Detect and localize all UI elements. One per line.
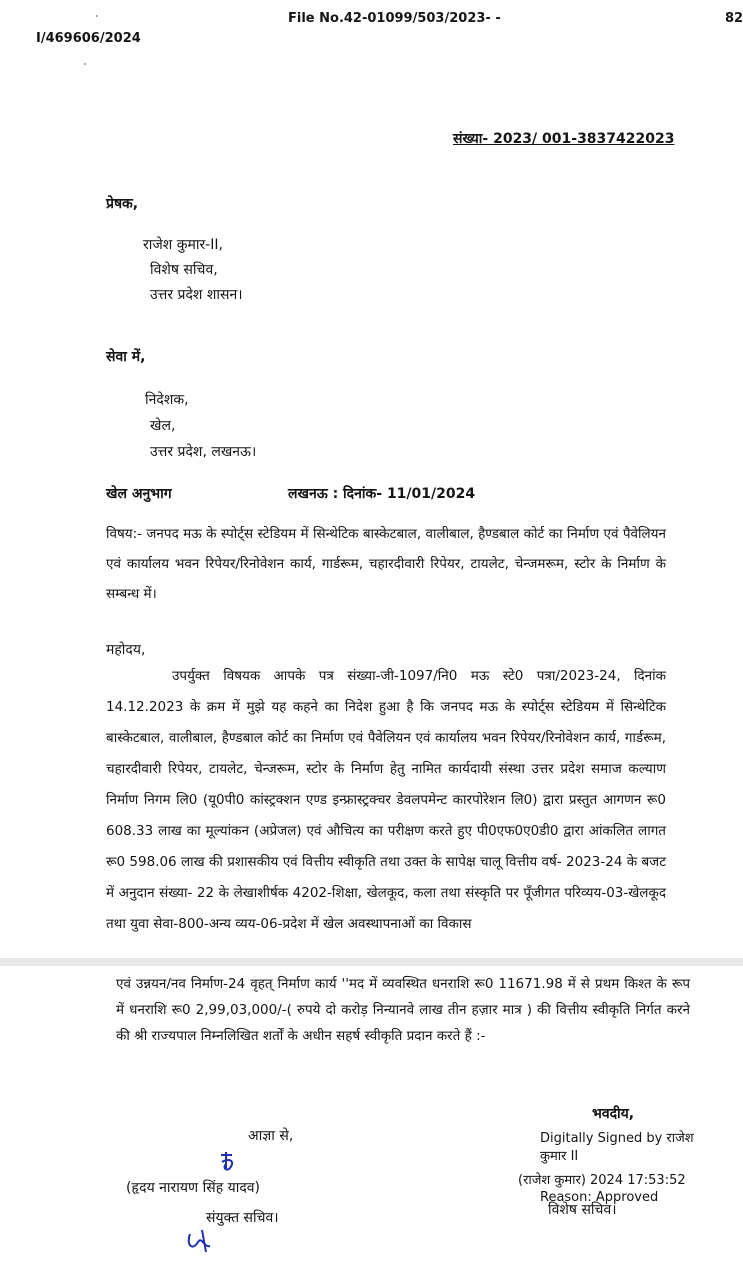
digital-signature-date: (राजेश कुमार) 2024 17:53:52 bbox=[518, 1173, 686, 1188]
sender-name: राजेश कुमार-II, bbox=[143, 237, 223, 253]
reference-code: I/469606/2024 bbox=[36, 31, 141, 46]
special-secretary-designation: विशेष सचिव। bbox=[548, 1202, 617, 1218]
scan-speck bbox=[96, 15, 98, 17]
yours-faithfully: भवदीय, bbox=[592, 1106, 635, 1122]
digital-signature-line1: Digitally Signed by राजेश bbox=[540, 1131, 694, 1146]
handwritten-initial-icon bbox=[184, 1226, 218, 1256]
page-mark: 82 bbox=[725, 11, 743, 26]
initial-signature-icon bbox=[218, 1150, 240, 1174]
recipient-label: सेवा में, bbox=[106, 349, 146, 365]
joint-secretary-name: (हृदय नारायण सिंह यादव) bbox=[126, 1180, 261, 1196]
body-paragraph-part2: एवं उन्नयन/नव निर्माण-24 वृहत् निर्माण कार्य ''मद में व्यवस्थित धनराशि रू0 11671.98 में से प्रथम किश्त के रूप में धनराशि रू0 2,99,03,000/-( रुपये दो करोड़ निन्यानवे लाख तीन हज़ार मात्र ) की वित्तीय स्वीकृति निर्गत करने की श्री राज्यपाल निम्नलिखित शर्तों के अधीन सहर्ष स्वीकृति प्रदान करते हैं :- bbox=[116, 976, 690, 1044]
sender-designation: विशेष सचिव, bbox=[150, 262, 218, 278]
recipient-dept: खेल, bbox=[150, 418, 176, 434]
recipient-title: निदेशक, bbox=[145, 392, 189, 408]
place-date: लखनऊ : दिनांक- 11/01/2024 bbox=[288, 486, 476, 502]
letter-number: संख्या- 2023/ 001-3837422023 bbox=[453, 131, 675, 147]
body-paragraph-part1: उपर्युक्त विषयक आपके पत्र संख्या-जी-1097/नि0 मऊ स्टे0 पत्रा/2023-24, दिनांक 14.12.2023 के क्रम में मुझे यह कहने का निदेश हुआ है कि जनपद मऊ के स्पोर्ट्स स्टेडियम में सिन्थेटिक बास्केटबाल, वालीबाल, हैण्डबाल कोर्ट का निर्माण एवं पैवेलियन एवं कार्यालय भवन रिपेयर/रिनोवेशन कार्य, गार्डरूम, चहारदीवारी रिपेयर, टायलेट, चेन्जरूम, स्टोर के निर्माण हेतु नामित कार्यदायी संस्था उत्तर प्रदेश समाज कल्याण निर्माण निगम लि0 (यू0पी0 कांस्ट्रक्शन एण्ड इन्फ्रास्ट्रक्चर डेवलपमेन्ट कारपोरेशन लि0) द्वारा प्रस्तुत आगणन रू0 608.33 लाख का मूल्यांकन (अप्रेजल) एवं औचित्य का परीक्षण करते हुए पी0एफ0ए0डी0 द्वारा आंकलित लागत रू0 598.06 लाख की प्रशासकीय एवं वित्तीय स्वीकृति तथा उक्त के सापेक्ष चालू वित्तीय वर्ष- 2023-24 के बजट में अनुदान संख्या- 22 के लेखाशीर्षक 4202-शिक्षा, खेलकूद, कला तथा संस्कृति पर पूँजीगत परिव्यय-03-खेलकूद तथा युवा सेवा-800-अन्य व्यय-06-प्रदेश में खेल अवस्थापनाओं का विकास bbox=[106, 668, 666, 932]
salutation: महोदय, bbox=[106, 642, 146, 658]
scan-seam bbox=[0, 958, 743, 966]
digital-signature-line2: कुमार II bbox=[540, 1149, 579, 1164]
sender-label: प्रेषक, bbox=[106, 196, 139, 212]
file-number: File No.42-01099/503/2023- - bbox=[288, 11, 501, 26]
subject: विषय:- जनपद मऊ के स्पोर्ट्स स्टेडियम में सिन्थेटिक बास्केटबाल, वालीबाल, हैण्डबाल कोर्ट का निर्माण एवं पैवेलियन एवं कार्यालय भवन रिपेयर/रिनोवेशन कार्य, गार्डरूम, चहारदीवारी रिपेयर, टायलेट, चेन्जमरूम, स्टोर के निर्माण के सम्बन्ध में। bbox=[106, 526, 666, 602]
scan-speck bbox=[84, 63, 86, 65]
by-order-text: आज्ञा से, bbox=[248, 1128, 294, 1144]
recipient-place: उत्तर प्रदेश, लखनऊ। bbox=[150, 444, 257, 460]
digital-signature-reason: Reason: Approved bbox=[540, 1190, 659, 1205]
section-name: खेल अनुभाग bbox=[106, 486, 172, 502]
joint-secretary-designation: संयुक्त सचिव। bbox=[206, 1210, 279, 1226]
sender-office: उत्तर प्रदेश शासन। bbox=[150, 287, 243, 303]
